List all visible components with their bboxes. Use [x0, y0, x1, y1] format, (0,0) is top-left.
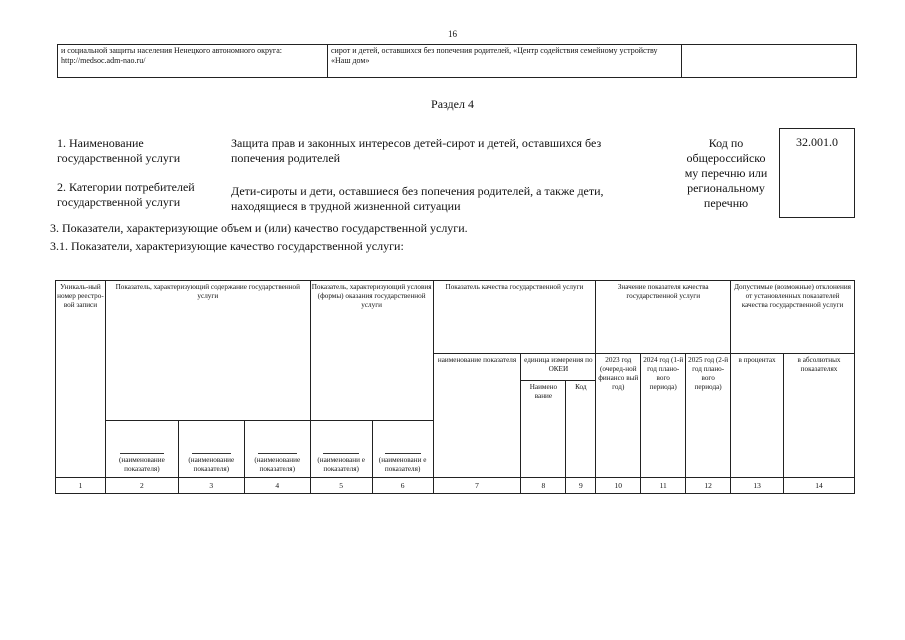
- heading-3-1: 3.1. Показатели, характеризующие качество государственной услуги:: [50, 239, 404, 253]
- service-name-label-line: государственной услуги: [57, 151, 181, 165]
- column-number: 3: [178, 477, 244, 494]
- sub-header-name: [310, 421, 372, 477]
- header-deviation-percent: в процентах: [731, 353, 784, 477]
- column-number: 10: [596, 477, 641, 494]
- header-content-indicator: Показатель, характеризующий содержание государственной услуги: [105, 281, 310, 421]
- service-name-value-line: Защита прав и законных интересов детей-сирот и детей, оставшихся без: [231, 136, 602, 150]
- header-indicator-name: наименование показателя: [433, 353, 521, 477]
- registry-code-label-line: общероссийско: [686, 151, 766, 165]
- quality-indicators-table: [55, 280, 855, 494]
- column-number: 11: [641, 477, 686, 494]
- column-number: 14: [784, 477, 855, 494]
- consumer-category-value-line: находящиеся в трудной жизненной ситуации: [231, 199, 461, 213]
- page-number: 16: [448, 29, 457, 39]
- sub-header-text: (наименование показателя): [254, 455, 301, 473]
- header-year-2024: 2024 год (1-й год плано-вого периода): [641, 353, 686, 477]
- service-name-value-line: попечения родителей: [231, 151, 341, 165]
- column-number: 13: [731, 477, 784, 494]
- consumer-category-label-line: государственной услуги: [57, 195, 181, 209]
- service-name-value: [231, 136, 601, 166]
- header-unit-name: Наимено вание: [521, 381, 566, 477]
- registry-code-label: [672, 136, 780, 211]
- sub-header-name: [372, 421, 433, 477]
- registry-code-label-line: региональному: [687, 181, 765, 195]
- sub-header-text: (наименование показателя): [118, 455, 165, 473]
- column-number: 7: [433, 477, 521, 494]
- sub-header-text: (наименовани е показателя): [378, 455, 427, 473]
- registry-code-label-line: перечню: [703, 196, 749, 210]
- header-year-2023: 2023 год (очеред-ной финансо вый год): [596, 353, 641, 477]
- continuation-right-cell: [682, 45, 857, 78]
- consumer-category-value-line: Дети-сироты и дети, оставшиеся без попечения родителей, а также дети,: [231, 184, 604, 198]
- header-quality-indicator: Показатель качества государственной услуги: [433, 281, 596, 354]
- continuation-left-cell: и социальной защиты населения Ненецкого автономного округа: http://medsoc.adm-nao.ru/: [58, 45, 328, 78]
- consumer-category-value: [231, 184, 604, 214]
- column-number: 12: [686, 477, 731, 494]
- heading-3: 3. Показатели, характеризующие объем и (или) качество государственной услуги.: [50, 221, 468, 235]
- column-number: 2: [105, 477, 178, 494]
- service-name-label-line: 1. Наименование: [57, 136, 144, 150]
- header-year-2025: 2025 год (2-й год плано-вого периода): [686, 353, 731, 477]
- header-indicator-values: Значение показателя качества государственной услуги: [596, 281, 731, 354]
- consumer-category-label-line: 2. Категории потребителей: [57, 180, 195, 194]
- header-conditions-indicator: Показатель, характеризующий условия (формы) оказания государственной услуги: [310, 281, 433, 421]
- header-unit-code: Код: [566, 381, 596, 477]
- sub-header-text: (наименование показателя): [188, 455, 235, 473]
- column-number: 8: [521, 477, 566, 494]
- column-number: 1: [56, 477, 106, 494]
- registry-code-box: [779, 128, 855, 218]
- column-number: 4: [244, 477, 310, 494]
- column-number: 5: [310, 477, 372, 494]
- header-unit-okei: единица измерения по ОКЕИ: [521, 353, 596, 380]
- column-number-row: [56, 477, 855, 494]
- sub-header-name: [244, 421, 310, 477]
- sub-header-name: [105, 421, 178, 477]
- continuation-middle-cell: сирот и детей, оставшихся без попечения родителей, «Центр содействия семейному устройству «Наш дом»: [328, 45, 682, 78]
- column-number: 6: [372, 477, 433, 494]
- section-title: Раздел 4: [431, 97, 474, 111]
- registry-code-label-line: Код по: [708, 136, 744, 150]
- registry-code-value: 32.001.0: [796, 135, 838, 149]
- consumer-category-label: [57, 180, 195, 210]
- header-unique-number: Уникаль-ный номер реестро-вой записи: [56, 281, 106, 478]
- continuation-table: [57, 44, 857, 78]
- header-allowed-deviation: Допустимые (возможные) отклонения от установленных показателей качества государственной услуги: [731, 281, 855, 354]
- service-name-label: [57, 136, 180, 166]
- column-number: 9: [566, 477, 596, 494]
- header-deviation-absolute: в абсолютных показателях: [784, 353, 855, 477]
- sub-header-name: [178, 421, 244, 477]
- registry-code-label-line: му перечню или: [684, 166, 768, 180]
- sub-header-text: (наименовани е показателя): [317, 455, 365, 473]
